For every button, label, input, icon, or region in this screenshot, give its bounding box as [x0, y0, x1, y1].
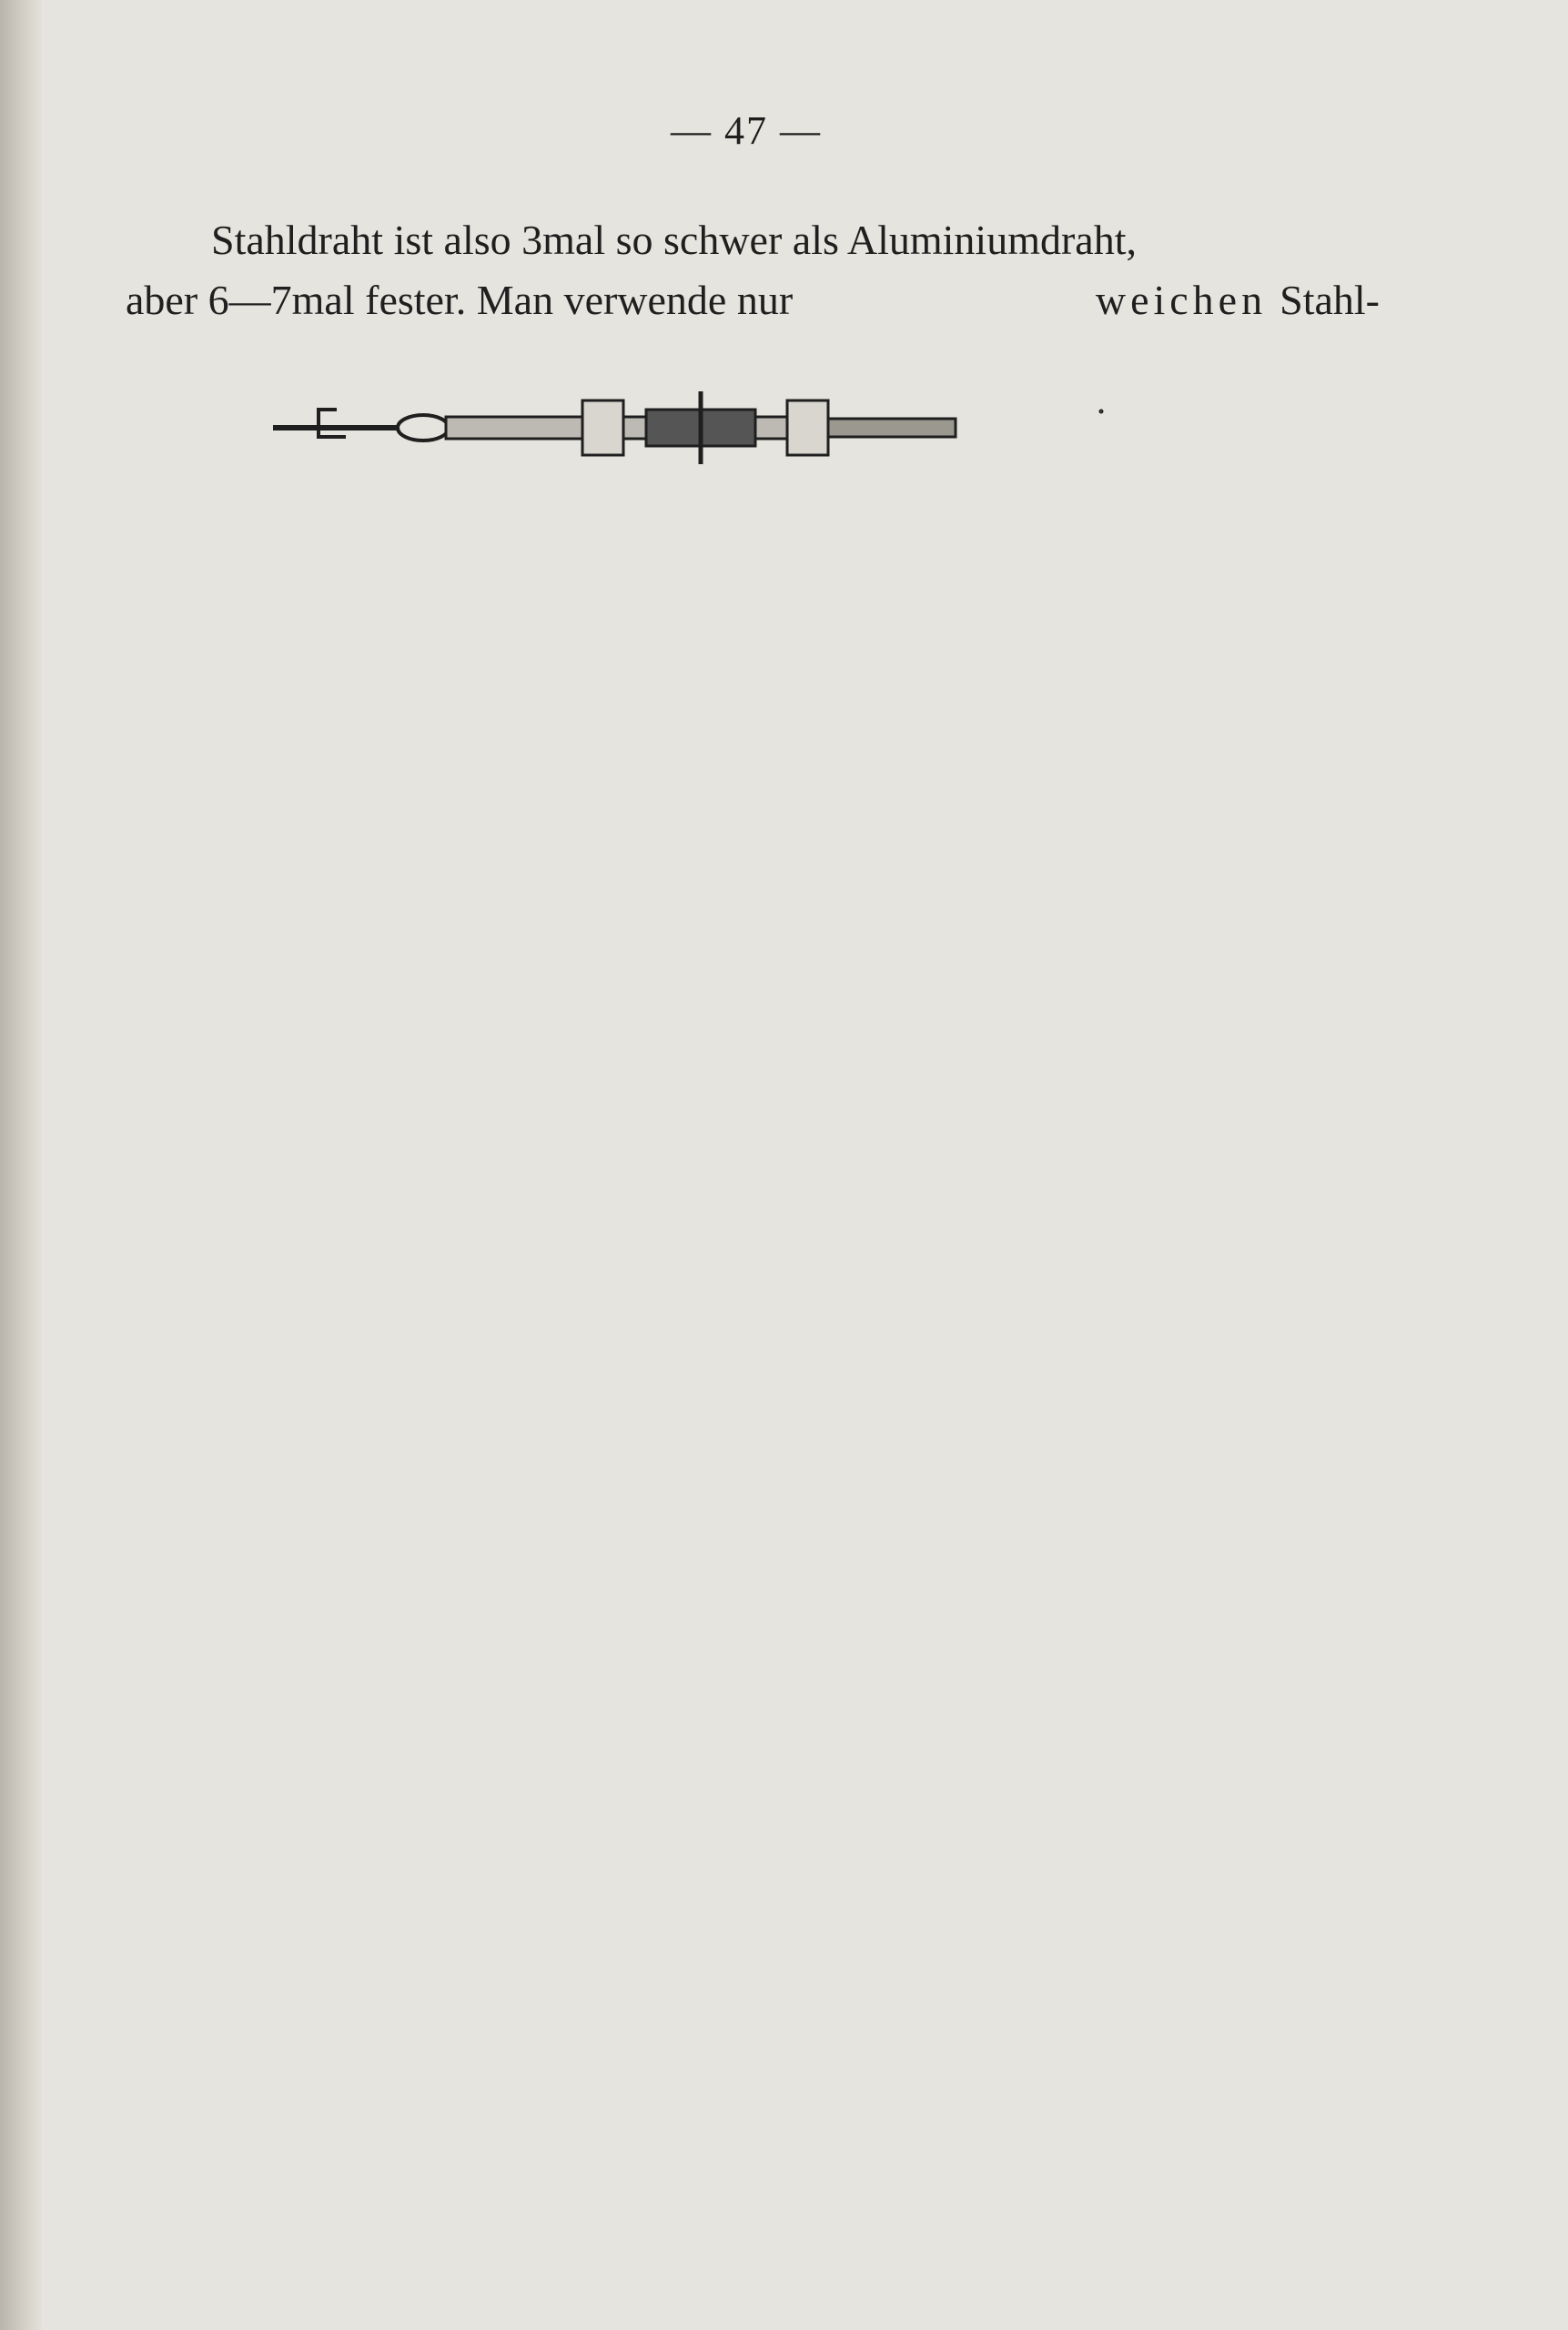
text-line: [126, 275, 1380, 326]
turnbuckle-large-threaded: [273, 391, 1102, 464]
page-number: — 47 —: [671, 108, 822, 153]
figure-32-turnbuckles: [264, 373, 1265, 755]
text-segment-emphasis: weichen: [1095, 277, 1268, 323]
text-line-content: Stahldraht ist also 3mal so schwer als Aluminiumdraht,: [211, 217, 1137, 263]
text-segment: aber 6—7mal fester. Man verwende nur: [126, 277, 794, 323]
text-segment: Stahl-: [1280, 277, 1380, 323]
text-line: [211, 215, 1394, 266]
